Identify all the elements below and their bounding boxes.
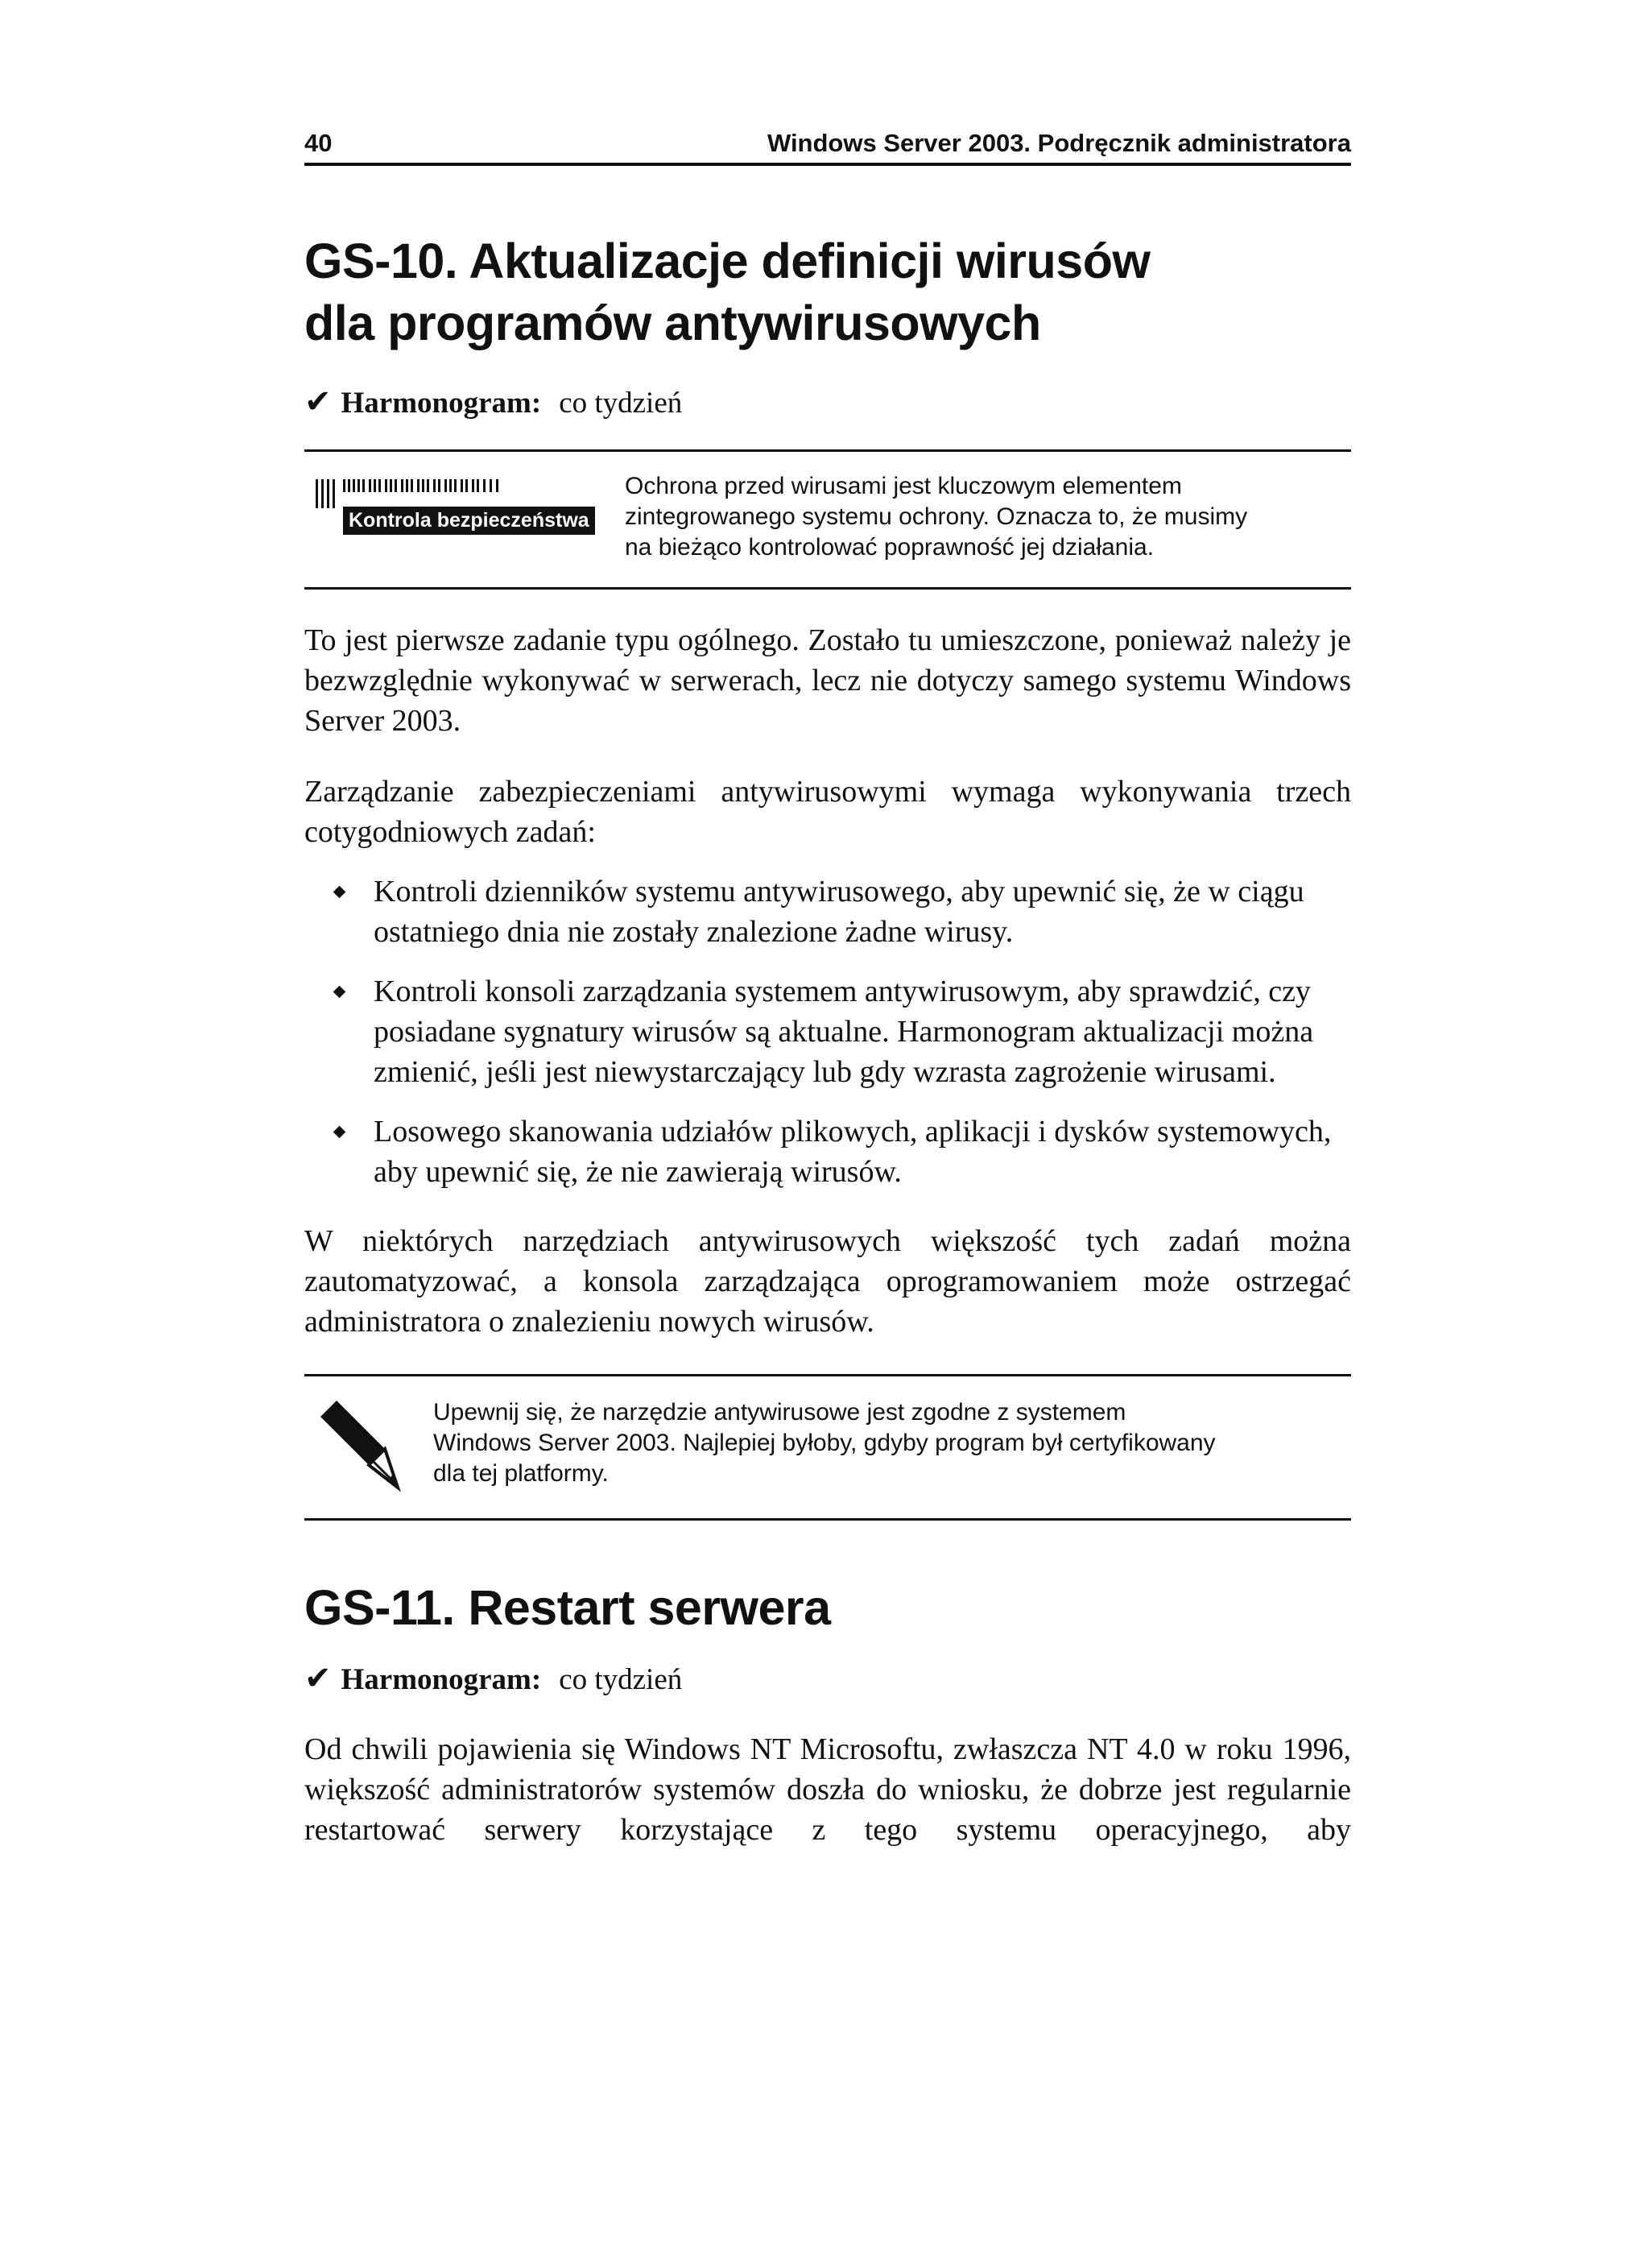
note-text-line: Windows Server 2003. Najlepiej byłoby, gdyby program był certyfikowany (433, 1430, 1216, 1456)
sidebar-text-line: zintegrowanego systemu ochrony. Oznacza to, że musimy (625, 503, 1248, 530)
body-paragraph: Od chwili pojawienia się Windows NT Microsoftu, zwłaszcza NT 4.0 w roku 1996, większość administratorów systemów doszła do wniosku, że dobrze jest regularnie restartować serwery korzystające z tego systemu operacyjnego, aby (304, 1732, 1351, 1847)
schedule-line (304, 383, 1351, 420)
book-title: Windows Server 2003. Podręcznik administratora (767, 129, 1351, 157)
note-text-line: dla tej platformy. (433, 1460, 609, 1487)
list-item-text: Kontroli konsoli zarządzania systemem antywirusowym, aby sprawdzić, czy posiadane sygnatury wirusów są aktualne. Harmonogram aktualizacji można zmienić, jeśli jest niewystarczający lub gdy wzrasta zagrożenie wirusami. (374, 975, 1314, 1089)
section-title-line2: dla programów antywirusowych (304, 296, 1041, 350)
diamond-bullet-icon (333, 886, 346, 899)
section-title-gs10 (304, 230, 1351, 354)
book-page (304, 129, 1351, 1850)
list-item (304, 971, 1351, 1092)
list-item-text: Losowego skanowania udziałów plikowych, aplikacji i dysków systemowych, aby upewnić się, że nie zawierają wirusów. (374, 1115, 1332, 1189)
security-sidebar-text (625, 471, 1247, 563)
list-item (304, 1111, 1351, 1192)
body-paragraph: Zarządzanie zabezpieczeniami antywirusowymi wymaga wykonywania trzech cotygodniowych zadań: (304, 775, 1351, 849)
list-item (304, 871, 1351, 952)
security-badge (304, 478, 589, 547)
pencil-icon (316, 1397, 412, 1494)
note-text-line: Upewnij się, że narzędzie antywirusowe jest zgodne z systemem (433, 1399, 1126, 1426)
schedule-value: co tydzień (559, 387, 683, 420)
body-paragraph: To jest pierwsze zadanie typu ogólnego. Zostało tu umieszczone, ponieważ należy je bezwzględnie wykonywać w serwerach, lecz nie dotyczy samego systemu Windows Server 2003. (304, 623, 1351, 738)
diamond-bullet-icon (333, 986, 346, 999)
list-item-text: Kontroli dzienników systemu antywirusowego, aby upewnić się, że w ciągu ostatniego dnia nie zostały znalezione żadne wirusy. (374, 875, 1304, 949)
schedule-value: co tydzień (559, 1663, 683, 1696)
checkmark-icon: ✔ (304, 383, 332, 420)
section-title-gs11: GS-11. Restart serwera (304, 1580, 831, 1635)
security-sidebar (304, 449, 1351, 590)
diamond-bullet-icon (333, 1126, 346, 1139)
schedule-label: Harmonogram: (341, 1663, 542, 1696)
task-list (304, 871, 1351, 1192)
section-title-line1: GS-10. Aktualizacje definicji wirusów (304, 234, 1151, 288)
sidebar-text-line: Ochrona przed wirusami jest kluczowym elementem (625, 473, 1182, 499)
schedule-line (304, 1660, 1351, 1697)
barcode-icon (316, 478, 517, 510)
running-header (304, 129, 1351, 166)
body-paragraph: W niektórych narzędziach antywirusowych większość tych zadań można zautomatyzować, a konsola zarządzająca oprogramowaniem może ostrzegać administratora o znalezieniu nowych wirusów. (304, 1224, 1351, 1339)
note-box (304, 1374, 1351, 1521)
schedule-label: Harmonogram: (341, 387, 542, 420)
security-tag: Kontrola bezpieczeństwa (343, 507, 595, 535)
checkmark-icon: ✔ (304, 1660, 332, 1697)
sidebar-text-line: na bieżąco kontrolować poprawność jej działania. (625, 534, 1155, 561)
note-text (433, 1397, 1216, 1489)
page-number: 40 (304, 129, 333, 157)
